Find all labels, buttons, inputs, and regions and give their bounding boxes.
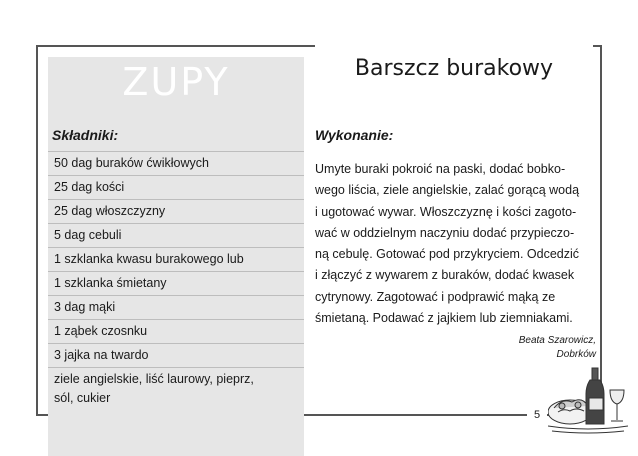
ingredient-item: 1 szklanka kwasu burakowego lub [48,247,304,271]
author-place: Dobrków [556,349,596,360]
method-text [315,159,593,329]
method-line: i złączyć z wywarem z buraków, dodać kwasek [315,268,575,283]
ingredient-item: 3 jajka na twardo [48,343,304,367]
ingredient-item: 25 dag kości [48,175,304,199]
method-label: Wykonanie: [315,127,394,143]
title-box [315,0,593,99]
recipe-title: Barszcz burakowy [354,56,554,81]
author-name: Beata Szarowicz, [518,335,596,346]
method-line: wego liścia, ziele angielskie, zalać gorącą wodą [315,183,580,198]
ingredient-item: 50 dag buraków ćwikłowych [48,151,304,175]
ingredient-item: 3 dag mąki [48,295,304,319]
page-number: 5 [527,405,547,425]
ingredient-item: 1 ząbek czosnku [48,319,304,343]
method-line: śmietaną. Podawać z jajkiem lub ziemniakami. [315,311,573,326]
author-credit [519,334,596,362]
frame-left-line [36,45,38,416]
ingredient-item: 25 dag włoszczyzny [48,199,304,223]
method-line: ną cebulę. Gotować pod przykryciem. Odcedzić [315,247,580,262]
ingredients-label: Składniki: [52,127,119,143]
ingredients-list [48,151,304,410]
wine-bottle-and-food-icon [548,360,628,435]
method-line: i ugotować wywar. Włoszczyznę i kości zagoto- [315,204,577,219]
ingredient-line: ziele angielskie, liść laurowy, pieprz, [54,372,254,386]
ingredient-item [48,367,304,410]
ingredient-line: sól, cukier [54,391,111,405]
ingredient-item: 5 dag cebuli [48,223,304,247]
section-title: ZUPY [122,60,230,104]
method-line: cytrynowy. Zagotować i podprawić mąką ze [315,289,556,304]
method-line: wać w oddzielnym naczyniu dodać przypieczo- [315,225,575,240]
method-line: Umyte buraki pokroić na paski, dodać bobko- [315,162,566,176]
ingredient-item: 1 szklanka śmietany [48,271,304,295]
